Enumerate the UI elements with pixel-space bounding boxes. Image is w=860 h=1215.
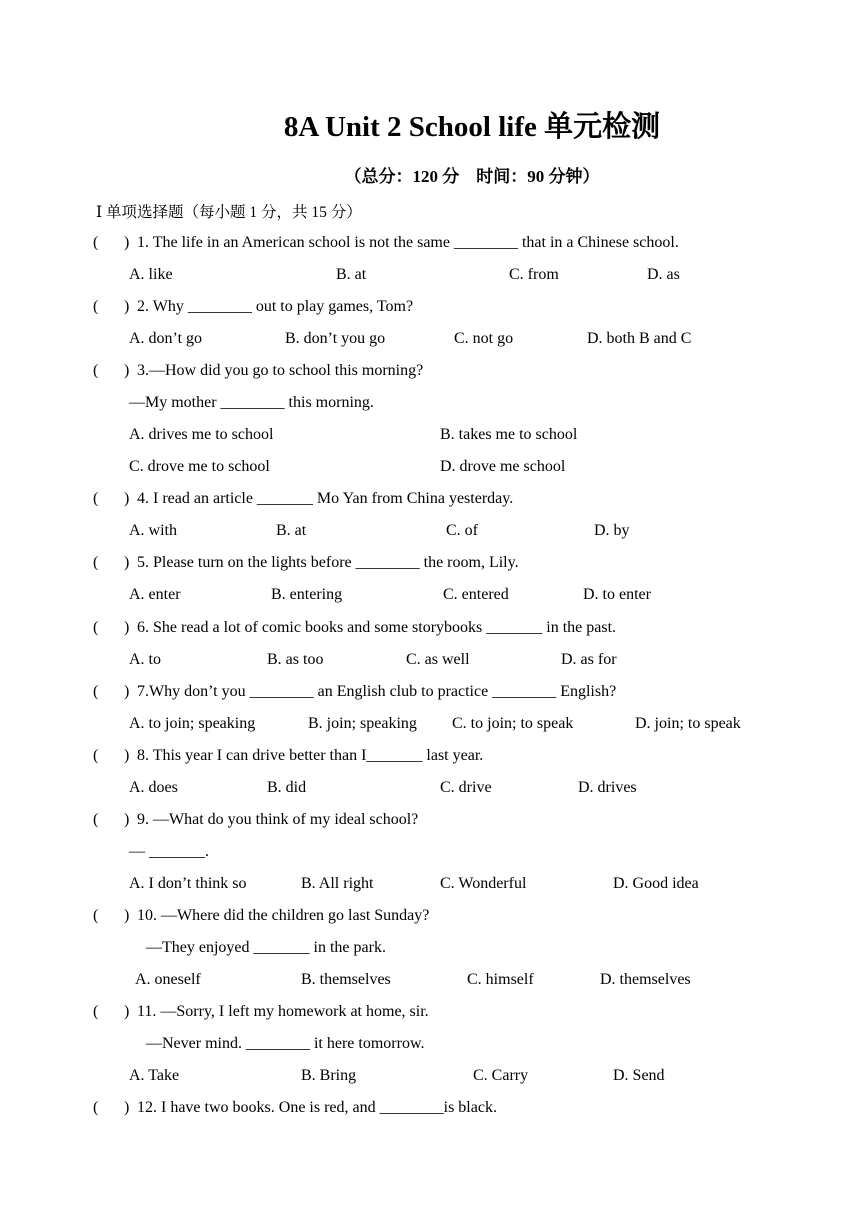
option-d: D. themselves (600, 971, 691, 988)
answer-paren-close: ) (124, 811, 130, 828)
question-stem: 4. I read an article _______ Mo Yan from China yesterday. (137, 490, 514, 507)
option-d: D. drove me school (440, 458, 566, 475)
dialogue-line: —They enjoyed _______ in the park. (146, 939, 386, 956)
answer-paren-close: ) (124, 554, 130, 571)
option-a: A. like (129, 266, 173, 283)
answer-paren-open: ( (93, 1099, 99, 1116)
answer-paren-open: ( (93, 811, 99, 828)
answer-paren-close: ) (124, 490, 130, 507)
option-a: A. to (129, 651, 161, 668)
option-d: D. to enter (583, 586, 651, 603)
option-b: B. did (267, 779, 307, 796)
option-a: A. don’t go (129, 330, 203, 347)
option-b: B. join; speaking (308, 715, 417, 732)
question-stem: 1. The life in an American school is not the same ________ that in a Chinese school. (137, 234, 679, 251)
option-c: C. Carry (473, 1067, 529, 1084)
answer-paren-close: ) (124, 362, 130, 379)
option-d: D. Send (613, 1067, 665, 1084)
option-a: A. enter (129, 586, 181, 603)
question-stem: 5. Please turn on the lights before ________ the room, Lily. (137, 554, 519, 571)
answer-paren-close: ) (124, 907, 130, 924)
dialogue-line: —My mother ________ this morning. (129, 394, 374, 411)
question-stem: 8. This year I can drive better than I_______ last year. (137, 747, 484, 764)
question-stem: 9. —What do you think of my ideal school? (137, 811, 419, 828)
option-a: A. Take (129, 1067, 180, 1084)
answer-paren-close: ) (124, 1003, 130, 1020)
question-stem: 6. She read a lot of comic books and some storybooks _______ in the past. (137, 619, 617, 636)
option-b: B. themselves (301, 971, 391, 988)
option-c: C. himself (467, 971, 534, 988)
option-c: C. as well (406, 651, 470, 668)
option-b: B. All right (301, 875, 374, 892)
answer-paren-close: ) (124, 1099, 130, 1116)
question-stem: 7.Why don’t you ________ an English club to practice ________ English? (137, 683, 617, 700)
section-heading: Ⅰ 单项选择题（每小题 1 分，共 15 分） (96, 204, 362, 221)
answer-paren-open: ( (93, 907, 99, 924)
answer-paren-open: ( (93, 234, 99, 251)
answer-paren-open: ( (93, 619, 99, 636)
option-d: D. join; to speak (635, 715, 741, 732)
option-d: D. by (594, 522, 630, 539)
option-c: C. Wonderful (440, 875, 527, 892)
option-d: D. as for (561, 651, 617, 668)
option-b: B. takes me to school (440, 426, 578, 443)
option-d: D. Good idea (613, 875, 699, 892)
option-b: B. don’t you go (285, 330, 386, 347)
dialogue-line: — _______. (129, 843, 209, 860)
question-stem: 10. —Where did the children go last Sunday? (137, 907, 430, 924)
answer-paren-close: ) (124, 683, 130, 700)
answer-paren-open: ( (93, 490, 99, 507)
question-stem: 12. I have two books. One is red, and ________is black. (137, 1099, 497, 1116)
option-d: D. both B and C (587, 330, 692, 347)
answer-paren-close: ) (124, 298, 130, 315)
option-d: D. as (647, 266, 680, 283)
option-a: A. with (129, 522, 177, 539)
option-d: D. drives (578, 779, 637, 796)
option-b: B. entering (271, 586, 343, 603)
option-a: A. oneself (135, 971, 201, 988)
answer-paren-close: ) (124, 619, 130, 636)
option-c: C. of (446, 522, 478, 539)
question-stem: 3.—How did you go to school this morning? (137, 362, 424, 379)
answer-paren-open: ( (93, 298, 99, 315)
option-b: B. as too (267, 651, 324, 668)
answer-paren-open: ( (93, 683, 99, 700)
dialogue-line: —Never mind. ________ it here tomorrow. (146, 1035, 425, 1052)
answer-paren-open: ( (93, 554, 99, 571)
question-stem: 11. —Sorry, I left my homework at home, sir. (137, 1003, 429, 1020)
option-c: C. drove me to school (129, 458, 270, 475)
option-a: A. I don’t think so (129, 875, 247, 892)
option-c: C. drive (440, 779, 492, 796)
option-c: C. to join; to speak (452, 715, 574, 732)
option-a: A. drives me to school (129, 426, 274, 443)
option-c: C. from (509, 266, 559, 283)
option-b: B. at (336, 266, 367, 283)
page-title: 8A Unit 2 School life 单元检测 (283, 111, 661, 143)
option-a: A. does (129, 779, 178, 796)
answer-paren-close: ) (124, 747, 130, 764)
option-a: A. to join; speaking (129, 715, 256, 732)
option-c: C. entered (443, 586, 509, 603)
question-stem: 2. Why ________ out to play games, Tom? (137, 298, 414, 315)
answer-paren-open: ( (93, 747, 99, 764)
answer-paren-close: ) (124, 234, 130, 251)
option-b: B. Bring (301, 1067, 357, 1084)
exam-info: （总分：120 分 时间：90 分钟） (344, 167, 600, 186)
answer-paren-open: ( (93, 362, 99, 379)
option-b: B. at (276, 522, 307, 539)
answer-paren-open: ( (93, 1003, 99, 1020)
option-c: C. not go (454, 330, 514, 347)
